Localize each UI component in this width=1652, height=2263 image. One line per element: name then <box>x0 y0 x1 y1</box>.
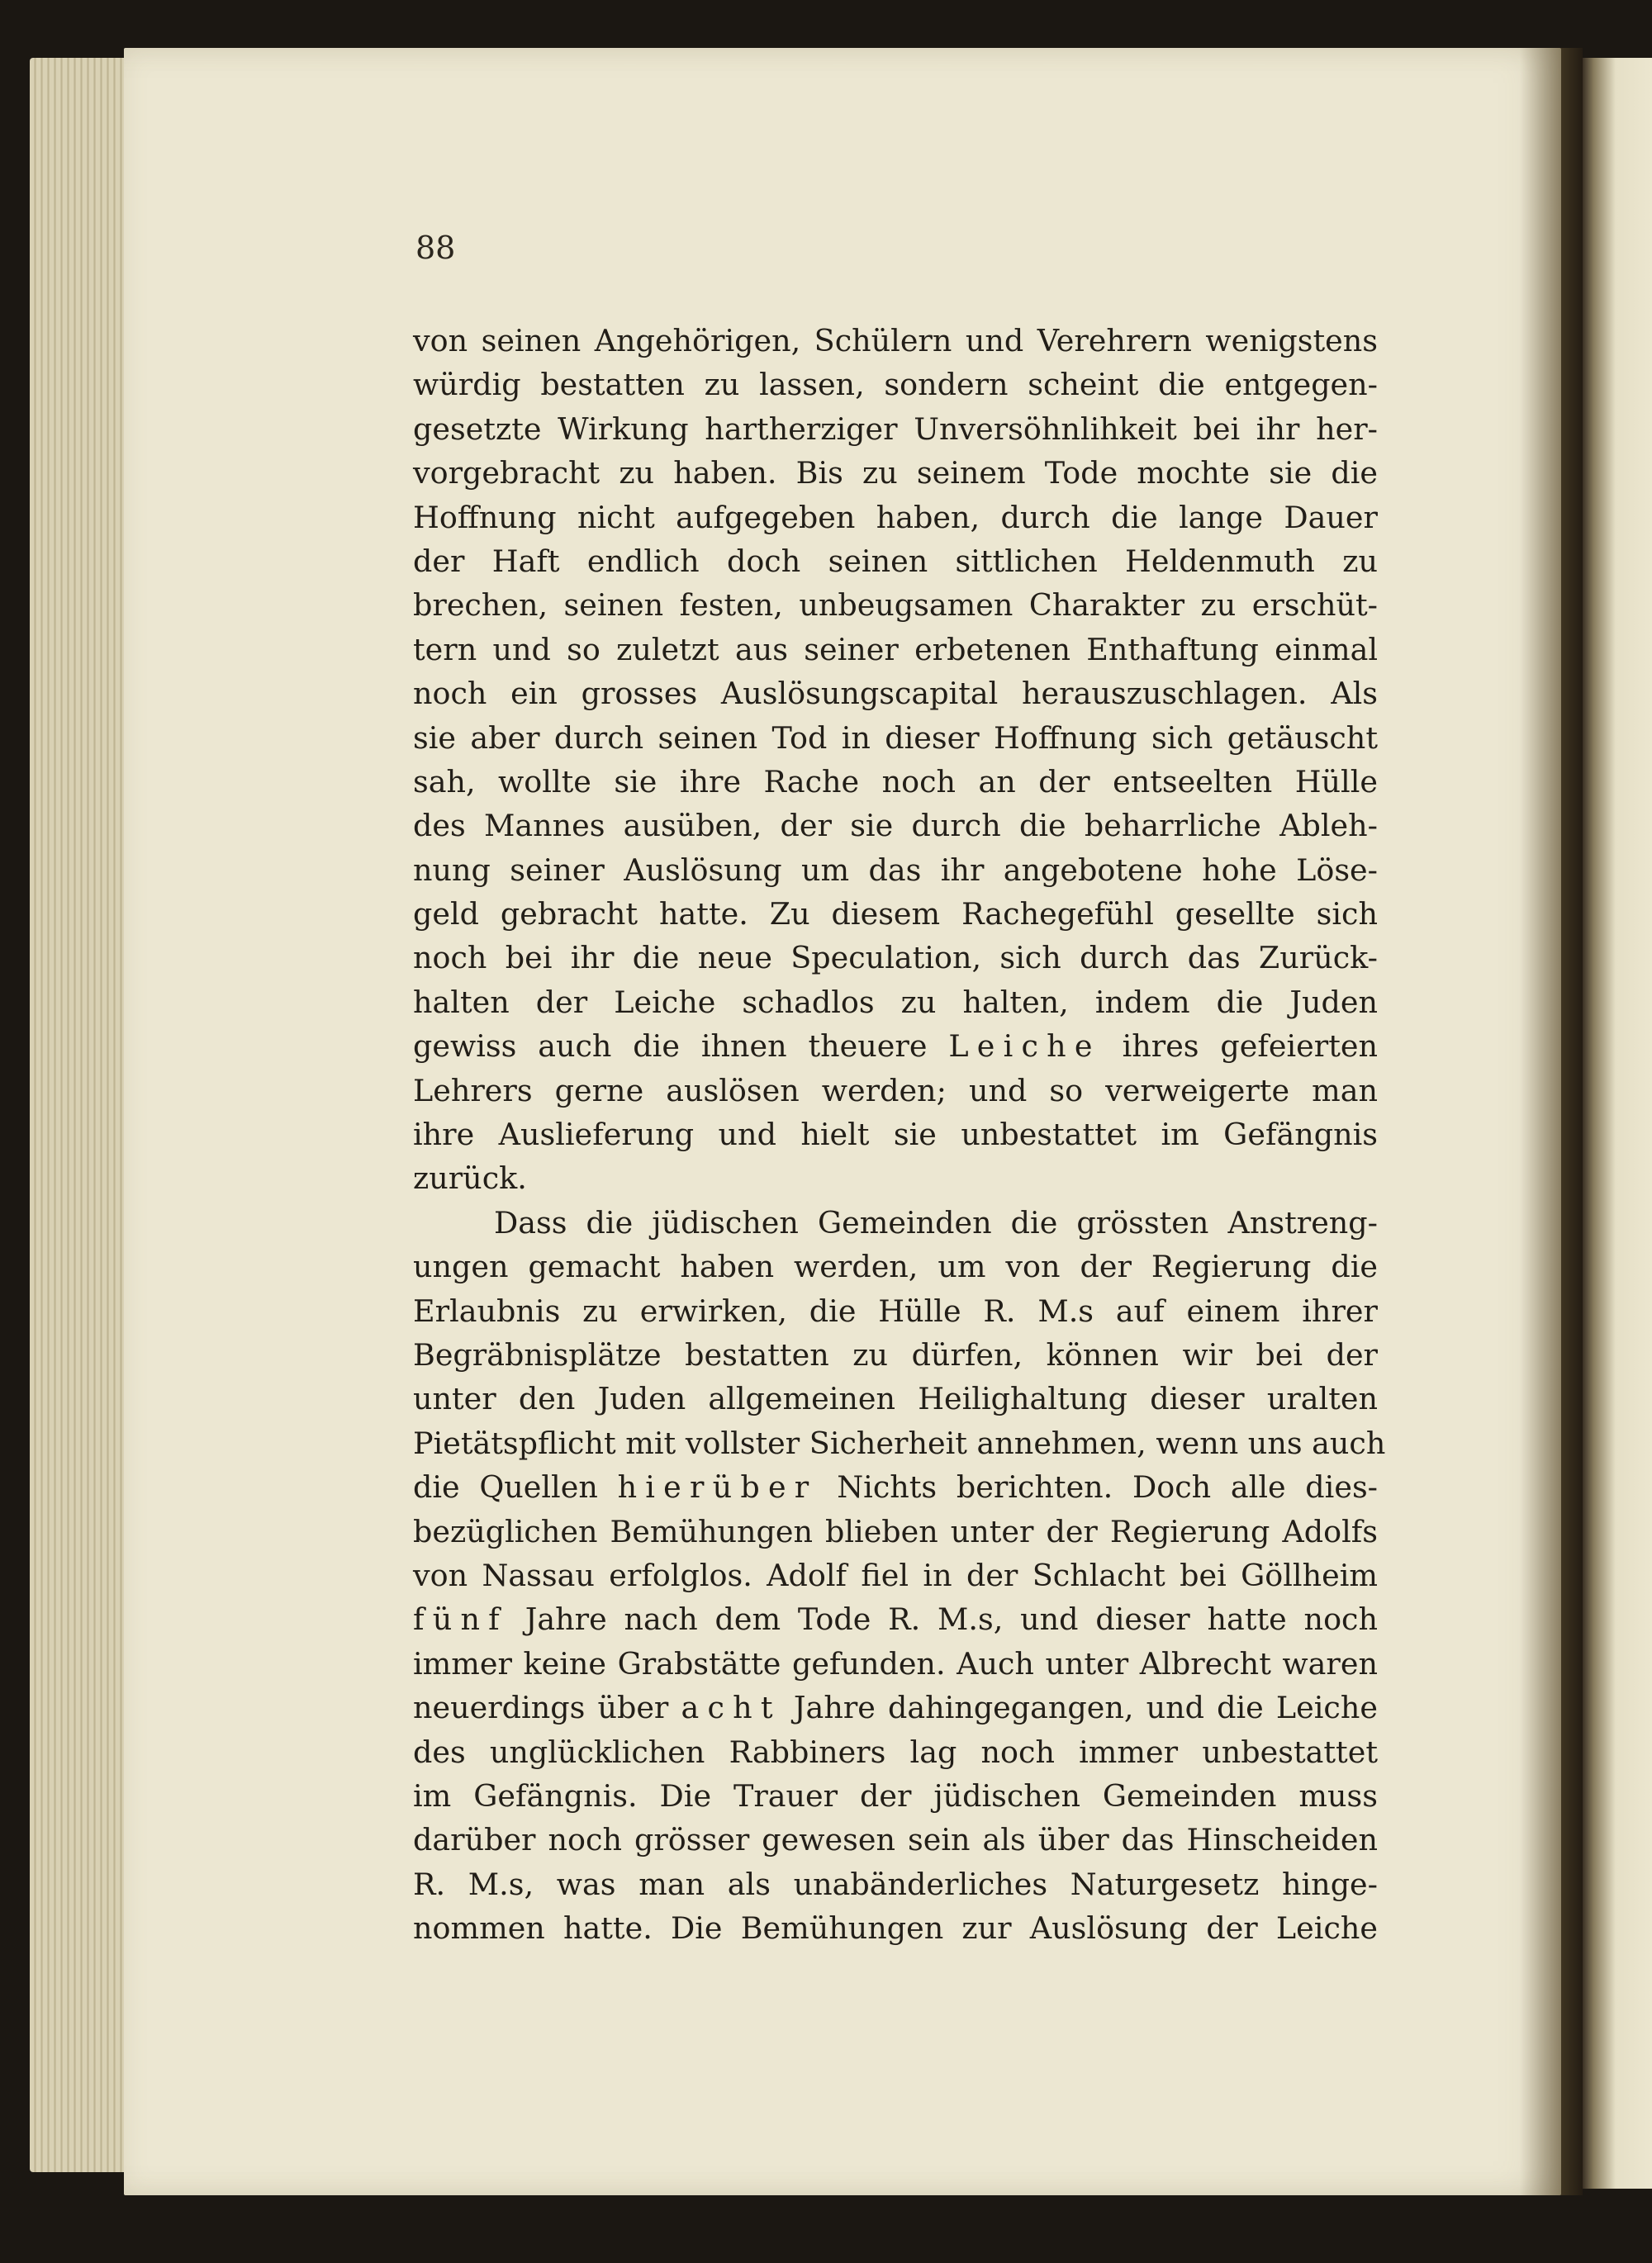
text-line: von Nassau erfolglos. Adolf fiel in der Schlacht bei Göllheim <box>413 1557 1378 1593</box>
body-text <box>413 319 1386 1950</box>
text-line: sah, wollte sie ihre Rache noch an der entseelten Hülle <box>413 763 1378 799</box>
text-line: bezüglichen Bemühungen blieben unter der Regierung Adolfs <box>413 1513 1378 1549</box>
page-number: 88 <box>415 230 456 266</box>
text-line <box>413 1686 1378 1729</box>
text-line: sie aber durch seinen Tod in dieser Hoffnung sich getäuscht <box>413 719 1378 756</box>
text-fragment: Jahre nach dem Tode R. M.s, und dieser hatte noch <box>525 1601 1378 1638</box>
text-line: R. M.s, was man als unabänderliches Naturgesetz hinge- <box>413 1866 1378 1902</box>
text-line: gesetzte Wirkung hartherziger Unversöhnlihkeit bei ihr her- <box>413 410 1378 447</box>
gutter-shadow <box>1520 48 1583 2195</box>
text-line: halten der Leiche schadlos zu halten, indem die Juden <box>413 984 1378 1020</box>
text-line: des Mannes ausüben, der sie durch die beharrliche Ableh- <box>413 808 1378 844</box>
facing-page-edge <box>1583 58 1652 2189</box>
text-line: von seinen Angehörigen, Schülern und Verehrern wenigstens <box>413 323 1378 358</box>
paragraph-first-line: Dass die jüdischen Gemeinden die grössten Anstreng- <box>494 1204 1378 1241</box>
text-line: vorgebracht zu haben. Bis zu seinem Tode mochte sie die <box>413 455 1378 491</box>
text-line: tern und so zuletzt aus seiner erbetenen Enthaftung einmal <box>413 631 1378 667</box>
text-fragment: Jahre dahingegangen, und die Leiche <box>793 1690 1378 1726</box>
text-line: nung seiner Auslösung um das ihr angebotene hohe Löse- <box>413 852 1378 888</box>
text-fragment: ihres gefeierten <box>1122 1028 1378 1065</box>
paragraph-end-line: zurück. <box>413 1160 527 1197</box>
text-line: Erlaubnis zu erwirken, die Hülle R. M.s auf einem ihrer <box>413 1293 1378 1329</box>
text-line: immer keine Grabstätte gefunden. Auch unter Albrecht waren <box>413 1645 1378 1682</box>
text-line: Pietätspflicht mit vollster Sicherheit annehmen, wenn uns auch <box>413 1425 1386 1461</box>
text-line: des unglücklichen Rabbiners lag noch immer unbestattet <box>413 1734 1378 1770</box>
text-line <box>413 1597 1378 1641</box>
text-line: geld gebracht hatte. Zu diesem Rachegefühl gesellte sich <box>413 896 1378 932</box>
text-line: unter den Juden allgemeinen Heilighaltung dieser uralten <box>413 1381 1378 1417</box>
text-line <box>413 1024 1378 1068</box>
text-line: Begräbnisplätze bestatten zu dürfen, können wir bei der <box>413 1336 1378 1373</box>
spaced-emphasis: acht <box>681 1690 781 1726</box>
text-fragment: gewiss auch die ihnen theuere <box>413 1028 928 1065</box>
text-fragment: Nichts berichten. Doch alle dies- <box>837 1469 1379 1506</box>
text-line: Lehrers gerne auslösen werden; und so verweigerte man <box>413 1072 1378 1108</box>
text-fragment: die Quellen <box>413 1469 598 1506</box>
text-line: Hoffnung nicht aufgegeben haben, durch die lange Dauer <box>413 499 1378 535</box>
spaced-emphasis: fünf <box>413 1601 508 1638</box>
text-line: darüber noch grösser gewesen sein als über das Hinscheiden <box>413 1822 1378 1858</box>
spaced-emphasis: Leiche <box>948 1028 1101 1065</box>
text-fragment: neuerdings über <box>413 1690 669 1726</box>
text-line <box>413 1465 1378 1509</box>
text-line: noch bei ihr die neue Speculation, sich durch das Zurück- <box>413 940 1378 976</box>
text-line: ungen gemacht haben werden, um von der Regierung die <box>413 1249 1378 1285</box>
text-line: der Haft endlich doch seinen sittlichen Heldenmuth zu <box>413 543 1378 579</box>
text-line: würdig bestatten zu lassen, sondern scheint die entgegen- <box>413 367 1378 403</box>
text-line: noch ein grosses Auslösungscapital herauszuschlagen. Als <box>413 676 1378 712</box>
spaced-emphasis: hierüber <box>617 1469 818 1506</box>
text-line: brechen, seinen festen, unbeugsamen Charakter zu erschüt- <box>413 587 1378 624</box>
text-line: ihre Auslieferung und hielt sie unbestattet im Gefängnis <box>413 1117 1378 1153</box>
text-line: im Gefängnis. Die Trauer der jüdischen Gemeinden muss <box>413 1777 1378 1814</box>
text-line: nommen hatte. Die Bemühungen zur Auslösung der Leiche <box>413 1910 1378 1947</box>
